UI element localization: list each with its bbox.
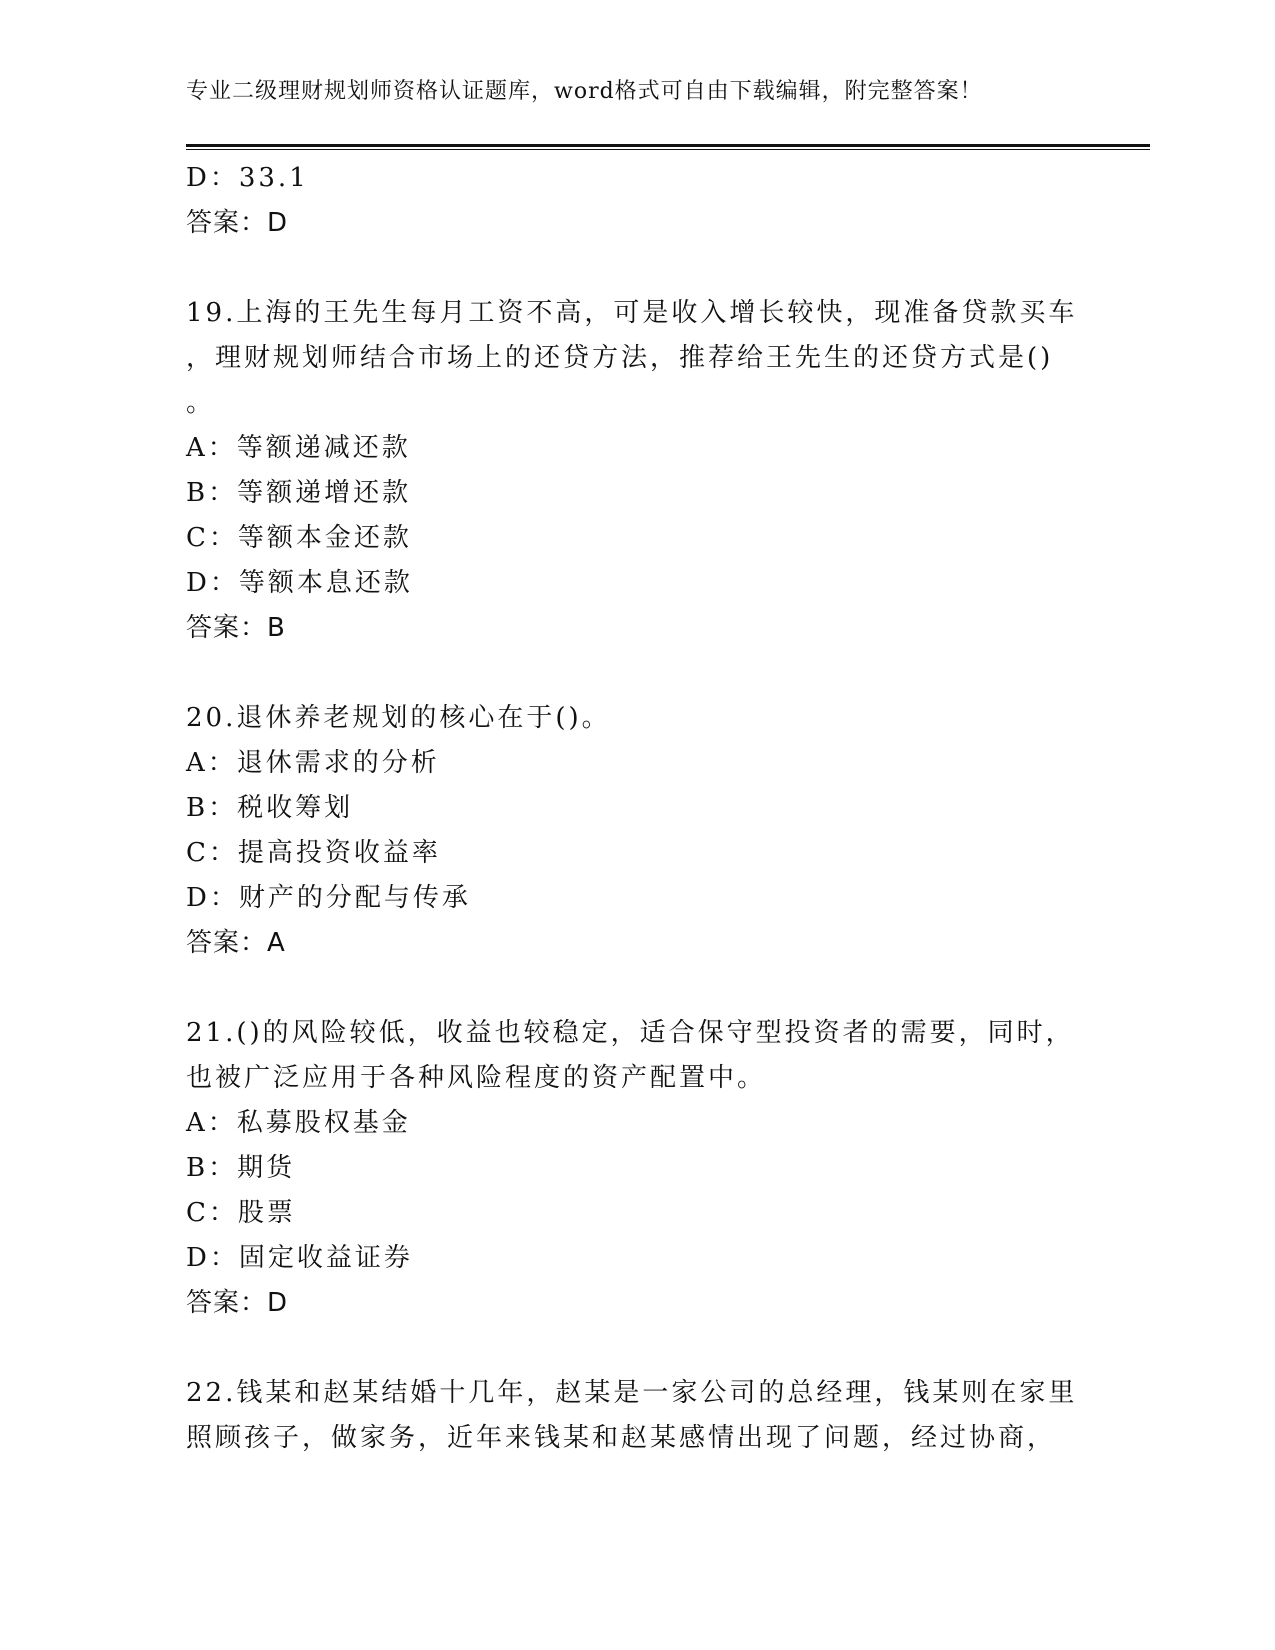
answer-line: 答案：B [186, 613, 286, 643]
question-text-line: 19.上海的王先生每月工资不高，可是收入增长较快，现准备贷款买车 [186, 298, 1078, 328]
option-b: B：税收筹划 [186, 793, 354, 823]
question-19 [186, 291, 1150, 651]
question-text-line: 照顾孩子，做家务，近年来钱某和赵某感情出现了问题，经过协商， [186, 1423, 1057, 1453]
question-text-line: 21.()的风险较低，收益也较稳定，适合保守型投资者的需要，同时， [186, 1018, 1075, 1048]
option-b: B：等额递增还款 [186, 478, 412, 508]
option-c: C：提高投资收益率 [186, 838, 441, 868]
spacer [186, 1326, 1150, 1371]
question-text-line: 20.退休养老规划的核心在于()。 [186, 703, 611, 733]
option-a: A：退休需求的分析 [186, 748, 440, 778]
question-20 [186, 696, 1150, 966]
option-d: D：33.1 [186, 163, 309, 193]
question-22 [186, 1371, 1150, 1461]
spacer [186, 246, 1150, 291]
option-a: A：私募股权基金 [186, 1108, 411, 1138]
option-a: A：等额递减还款 [186, 433, 411, 463]
header-rule-thick [186, 144, 1150, 147]
question-21 [186, 1011, 1150, 1326]
option-b: B：期货 [186, 1153, 296, 1183]
page-header: 专业二级理财规划师资格认证题库，word格式可自由下载编辑，附完整答案！ [186, 79, 983, 104]
question-text-line: ，理财规划师结合市场上的还贷方法，推荐给王先生的还贷方式是() [186, 343, 1054, 373]
option-d: D：固定收益证券 [186, 1243, 413, 1273]
question-text-line: 22.钱某和赵某结婚十几年，赵某是一家公司的总经理，钱某则在家里 [186, 1378, 1078, 1408]
question-text-line: 也被广泛应用于各种风险程度的资产配置中。 [186, 1063, 767, 1093]
question-text-line: 。 [186, 388, 216, 418]
question-content [186, 156, 1150, 1461]
option-d: D：等额本息还款 [186, 568, 413, 598]
option-c: C：等额本金还款 [186, 523, 412, 553]
answer-line: 答案：D [186, 1288, 289, 1318]
spacer [186, 966, 1150, 1011]
option-d: D：财产的分配与传承 [186, 883, 471, 913]
option-c: C：股票 [186, 1198, 296, 1228]
spacer [186, 651, 1150, 696]
header-rule-thin [186, 149, 1150, 150]
answer-line: 答案：A [186, 928, 286, 958]
answer-line: 答案：D [186, 208, 289, 238]
question-18-tail [186, 156, 1150, 246]
